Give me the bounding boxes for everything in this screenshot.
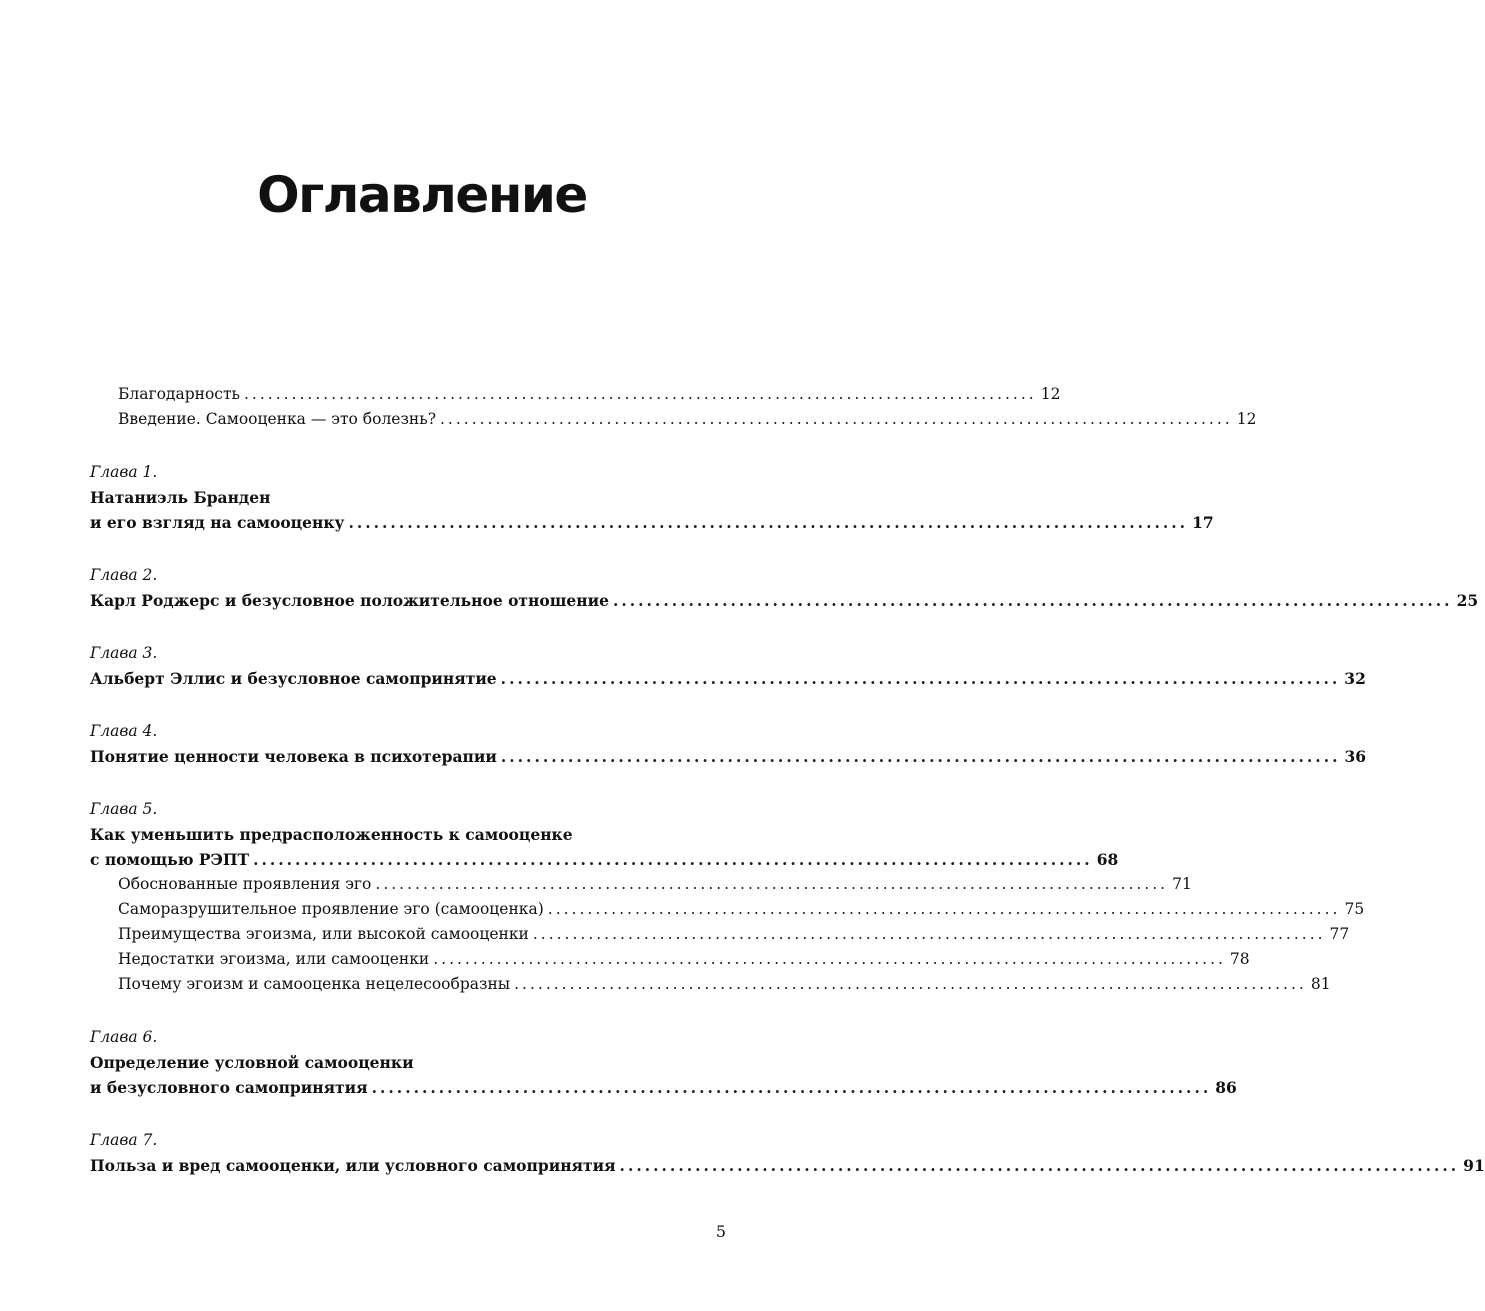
table-of-contents	[90, 382, 1485, 1178]
toc-subentry[interactable]	[90, 872, 1192, 897]
toc-subentry[interactable]	[90, 972, 1331, 997]
toc-entry[interactable]	[90, 666, 1366, 691]
entry-title: и его взгляд на самооценку	[90, 513, 345, 532]
entry-title: Понятие ценности человека в психотерапии	[90, 747, 497, 766]
toc-entry[interactable]	[90, 588, 1479, 613]
dot-leader: ....................................................................................................	[612, 591, 1453, 610]
dot-leader: ....................................................................................................	[440, 410, 1233, 428]
toc-entry[interactable]	[90, 847, 1119, 872]
entry-title: Карл Роджерс и безусловное положительное отношение	[90, 591, 609, 610]
entry-title: и безусловного самопринятия	[90, 1078, 368, 1097]
entry-title: с помощью РЭПТ	[90, 850, 250, 869]
entry-title: Введение. Самооценка — это болезнь?	[118, 410, 436, 428]
toc-entry[interactable]	[90, 510, 1214, 535]
entry-page: 32	[1344, 669, 1366, 688]
chapter-title-line: Как уменьшить предрасположенность к самооценке	[90, 825, 573, 844]
dot-leader: ....................................................................................................	[348, 513, 1189, 532]
toc-subentry[interactable]	[90, 947, 1250, 972]
dot-leader: ....................................................................................................	[500, 669, 1341, 688]
entry-page: 81	[1310, 975, 1331, 993]
toc-entry[interactable]	[90, 1075, 1237, 1100]
chapter-title-line: Определение условной самооценки	[90, 1053, 414, 1072]
dot-leader: ....................................................................................................	[619, 1156, 1460, 1175]
entry-title: Преимущества эгоизма, или высокой самооценки	[118, 925, 529, 943]
entry-page: 78	[1229, 950, 1250, 968]
entry-title: Почему эгоизм и самооценка нецелесообразны	[118, 975, 511, 993]
dot-leader: ....................................................................................................	[375, 875, 1169, 893]
entry-page: 71	[1172, 875, 1192, 893]
entry-title: Обоснованные проявления эго	[118, 875, 372, 893]
chapter-6	[90, 1025, 1237, 1100]
chapter-4	[90, 719, 1367, 769]
entry-page: 91	[1463, 1156, 1485, 1175]
intro-group	[90, 382, 1257, 432]
chapter-2	[90, 563, 1479, 613]
chapter-label: Глава 5.	[90, 800, 158, 818]
toc-entry[interactable]	[90, 744, 1367, 769]
entry-title: Благодарность	[118, 385, 240, 403]
chapter-5	[90, 797, 1365, 997]
toc-entry[interactable]	[90, 1153, 1485, 1178]
dot-leader: ....................................................................................................	[500, 747, 1341, 766]
page-number: 5	[715, 1222, 726, 1241]
chapter-7	[90, 1128, 1485, 1178]
chapter-title-line: Натаниэль Бранден	[90, 488, 271, 507]
dot-leader: ....................................................................................................	[371, 1078, 1212, 1097]
chapter-label: Глава 7.	[90, 1131, 158, 1149]
chapter-label: Глава 3.	[90, 644, 158, 662]
dot-leader: ....................................................................................................	[433, 950, 1226, 968]
entry-page: 68	[1096, 850, 1119, 869]
entry-title: Недостатки эгоизма, или самооценки	[118, 950, 430, 968]
entry-page: 12	[1040, 385, 1061, 403]
dot-leader: ....................................................................................................	[244, 385, 1037, 403]
chapter-label: Глава 4.	[90, 722, 158, 740]
entry-page: 86	[1215, 1078, 1237, 1097]
chapter-3	[90, 641, 1366, 691]
chapter-label: Глава 6.	[90, 1028, 158, 1046]
dot-leader: ....................................................................................................	[547, 900, 1341, 918]
entry-page: 36	[1344, 747, 1367, 766]
entry-page: 77	[1329, 925, 1350, 943]
dot-leader: ....................................................................................................	[514, 975, 1307, 993]
entry-title: Саморазрушительное проявление эго (самооценка)	[118, 900, 544, 918]
chapter-label: Глава 1.	[90, 463, 158, 481]
toc-entry[interactable]	[90, 407, 1257, 432]
entry-page: 12	[1236, 410, 1257, 428]
chapter-1	[90, 460, 1214, 535]
chapter-label: Глава 2.	[90, 566, 158, 584]
page-title: Оглавление	[257, 166, 587, 224]
entry-page: 17	[1192, 513, 1214, 532]
entry-title: Альберт Эллис и безусловное самопринятие	[90, 669, 497, 688]
entry-page: 75	[1344, 900, 1365, 918]
toc-subentry[interactable]	[90, 897, 1365, 922]
toc-entry[interactable]	[90, 382, 1061, 407]
dot-leader: ....................................................................................................	[532, 925, 1326, 943]
dot-leader: ....................................................................................................	[253, 850, 1093, 869]
entry-title: Польза и вред самооценки, или условного самопринятия	[90, 1156, 616, 1175]
entry-page: 25	[1456, 591, 1479, 610]
toc-subentry[interactable]	[90, 922, 1350, 947]
